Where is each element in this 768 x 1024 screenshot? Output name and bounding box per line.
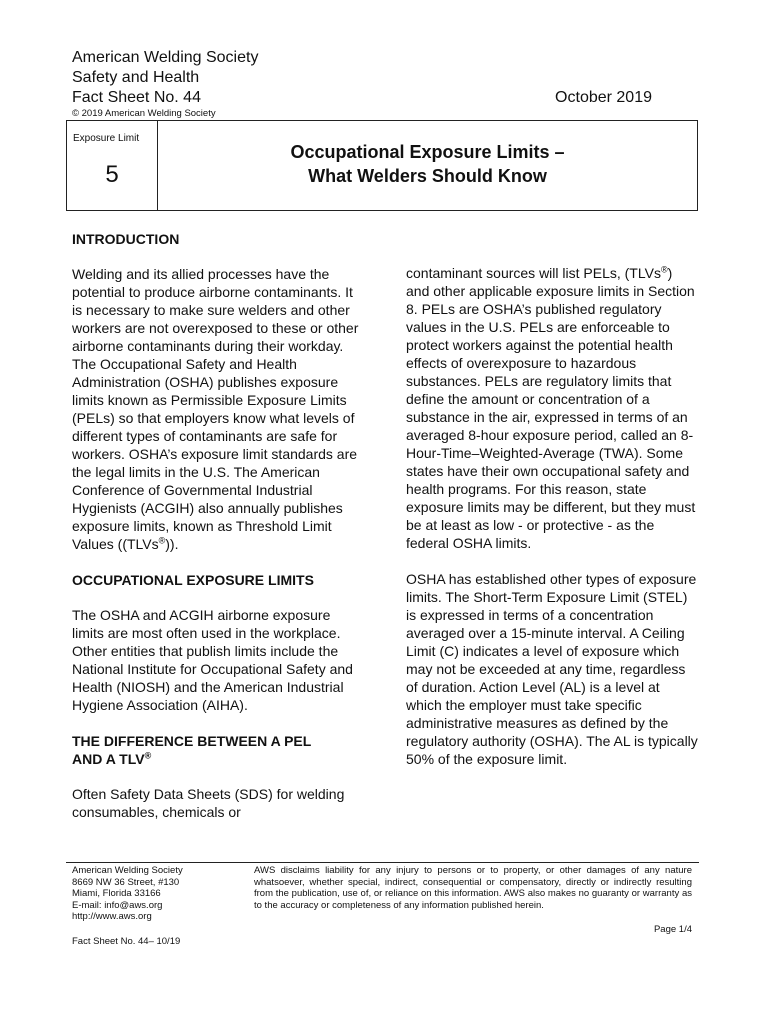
title-box — [66, 120, 698, 211]
document-title — [158, 121, 697, 210]
org-name: American Welding Society — [72, 49, 259, 66]
footer-address — [72, 865, 183, 923]
publication-date: October 2019 — [555, 89, 652, 106]
registered-mark: ® — [144, 750, 152, 761]
pel-text-b: ) and other applicable exposure limits in Section 8. PELs are OSHA’s published regulatory values in the U.S. PELs are enforceable to protect workers against the potential health effects of overexposure to hazardous substances. PELs are regulatory limits that define the amount or concentration of a substance in the air, expressed in terms of an averaged 8-hour exposure period, called an 8-Hour-Time–Weighted-Average (TWA). Some states have their own occupational safety and health programs. For this reason, state exposure limits may be different, but they must be at least as low - or protective - as the federal OSHA limits. — [406, 265, 696, 551]
footer-disclaimer: AWS disclaims liability for any injury to persons or to property, or other damages of any nature whatsoever, whether special, indirect, consequential or compensatory, directly or indirectly resulting from the publication, use of, or reliance on this information. AWS also makes no guaranty or warranty as to the accuracy or completeness of any information published herein. — [254, 865, 692, 911]
difference-paragraph: Often Safety Data Sheets (SDS) for welding consumables, chemicals or — [72, 786, 345, 820]
footer-divider — [66, 862, 699, 863]
exposure-limit-label: Exposure Limit — [73, 133, 140, 144]
footer-email[interactable]: E-mail: info@aws.org — [72, 899, 163, 911]
registered-mark: ® — [158, 535, 166, 546]
left-column — [72, 230, 364, 839]
footer-fact-sheet-number: Fact Sheet No. 44– 10/19 — [72, 936, 181, 947]
copyright-notice: © 2019 American Welding Society — [72, 108, 216, 119]
exposure-limit-cell — [67, 121, 158, 210]
title-line-1: Occupational Exposure Limits – — [290, 141, 565, 162]
right-column — [406, 264, 698, 786]
footer-website[interactable]: http://www.aws.org — [72, 911, 152, 922]
fact-sheet-number: Fact Sheet No. 44 — [72, 89, 201, 106]
difference-heading-line-2: AND A TLV — [72, 751, 145, 767]
difference-heading-line-1: THE DIFFERENCE BETWEEN A PEL — [72, 733, 312, 749]
page-number: Page 1/4 — [653, 924, 692, 935]
exposure-limit-number: 5 — [105, 161, 119, 188]
difference-heading — [72, 732, 364, 768]
footer-address-line: American Welding Society — [72, 865, 183, 876]
footer-address-line: 8669 NW 36 Street, #130 — [72, 876, 180, 888]
oel-paragraph: The OSHA and ACGIH airborne exposure limits are most often used in the workplace. Other entities that publish limits include the National Institute for Occupational Safety and Health (NIOSH) and the American Industrial Hygiene Association (AIHA). — [72, 607, 353, 713]
pel-text-a: contaminant sources will list PELs, (TLVs — [406, 265, 661, 281]
registered-mark: ® — [660, 264, 668, 275]
pel-paragraph — [406, 264, 698, 552]
introduction-paragraph — [72, 265, 364, 553]
intro-tail: )). — [165, 536, 179, 552]
oel-heading: OCCUPATIONAL EXPOSURE LIMITS — [72, 572, 314, 588]
introduction-heading: INTRODUCTION — [72, 231, 180, 247]
intro-text: Welding and its allied processes have the potential to produce airborne contaminants. It is necessary to make sure welders and other workers are not overexposed to these or other airborne contaminants during their workday. The Occupational Safety and Health Administration (OSHA) publishes exposure limits known as Permissible Exposure Limits (PELs) so that employers know what levels of different types of contaminants are safe for workers. OSHA’s exposure limit standards are the legal limits in the U.S. The American Conference of Governmental Industrial Hygienists (ACGIH) also annually publishes exposure limits, known as Threshold Limit Values ((TLVs — [72, 266, 359, 552]
footer-address-line: Miami, Florida 33166 — [72, 888, 161, 899]
other-limits-paragraph: OSHA has established other types of exposure limits. The Short-Term Exposure Limit (STEL) is expressed in terms of a concentration averaged over a 15-minute interval. A Ceiling Limit (C) indicates a level of exposure which may not be exceeded at any time, regardless of duration. Action Level (AL) is a level at which the employer must take specific administrative measures as defined by the regulatory authority (OSHA). The AL is typically 50% of the exposure limit. — [406, 571, 698, 767]
header-organization — [72, 48, 258, 108]
title-line-2: What Welders Should Know — [308, 165, 547, 186]
org-department: Safety and Health — [72, 69, 200, 86]
